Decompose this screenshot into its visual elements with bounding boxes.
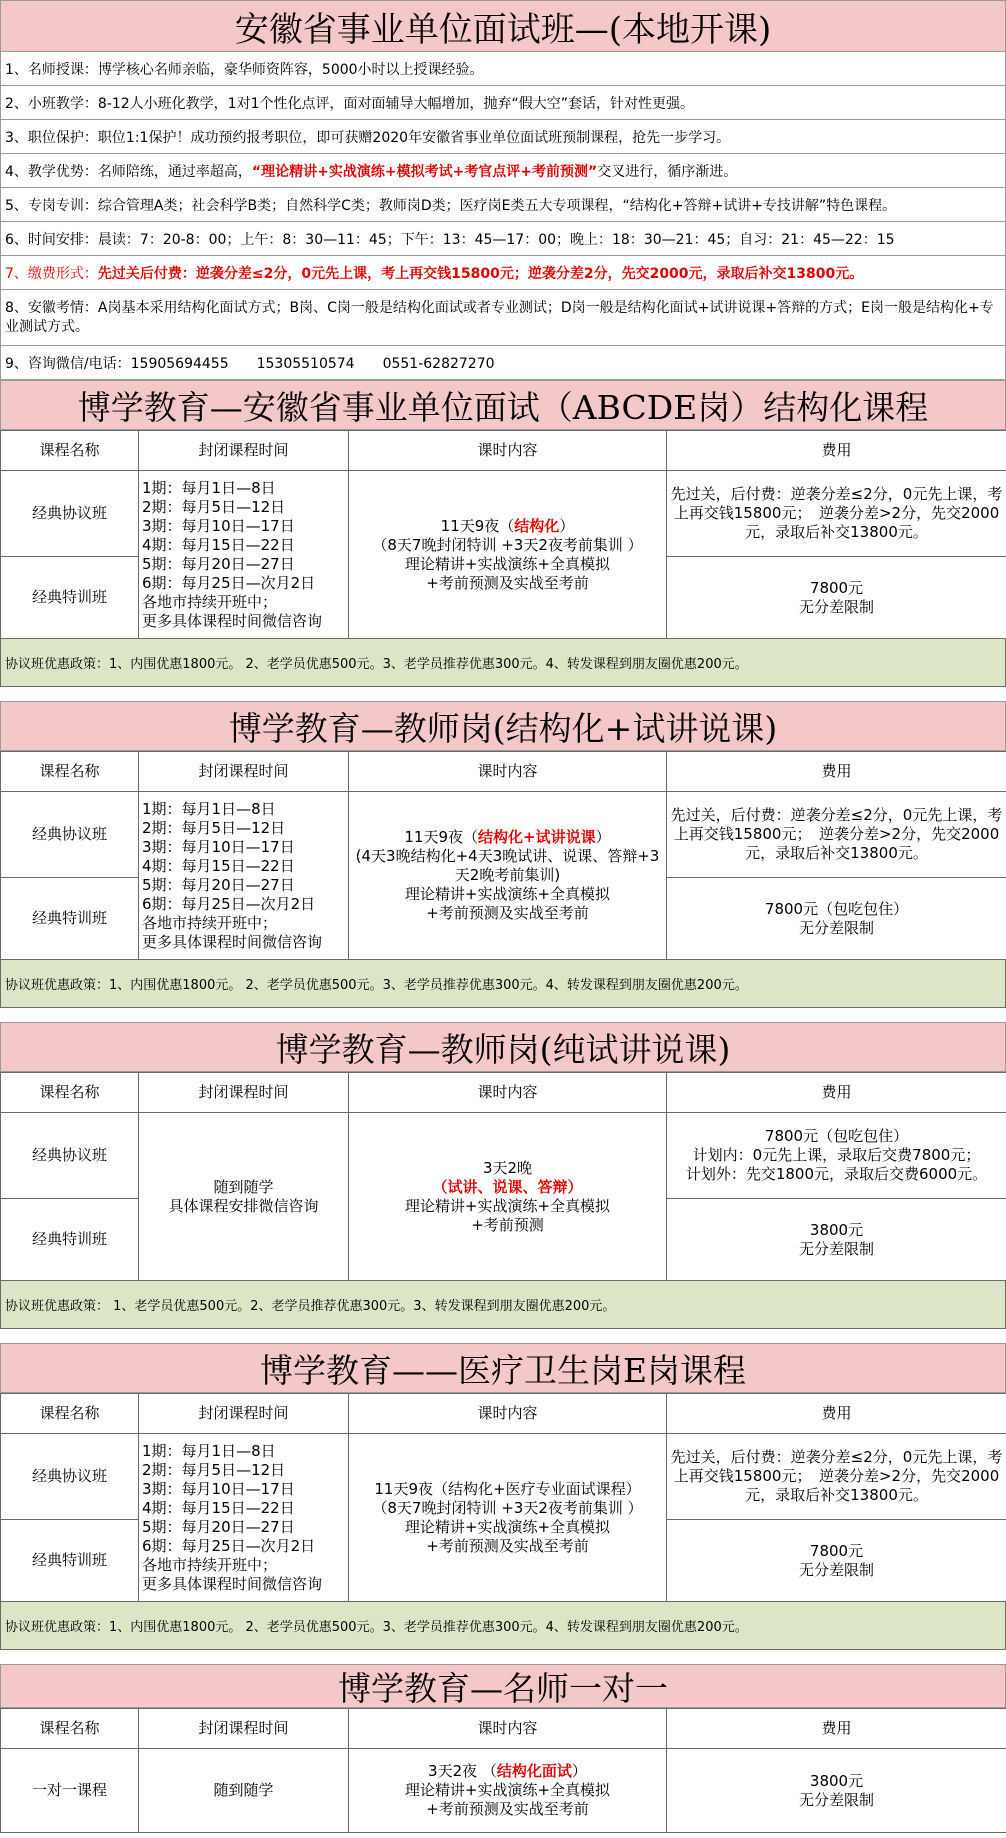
content-cell — [349, 471, 667, 639]
content-prefix: 11天9夜（ — [404, 828, 479, 846]
schedule-cell — [139, 1113, 349, 1281]
fee-special — [667, 1199, 1006, 1281]
sec1-policy: 协议班优惠政策：1、内围优惠1800元。 2、老学员优惠500元。3、老学员推荐优惠300元。4、转发课程到朋友圈优惠200元。 — [0, 639, 1006, 687]
schedule-line: 5期：每月20日—27日 — [142, 875, 295, 894]
schedule-line: 5期：每月20日—27日 — [142, 1517, 295, 1536]
header-fee: 费用 — [667, 1394, 1006, 1434]
fee-agreement: 先过关，后付费：逆袭分差≤2分，0元先上课，考上再交钱15800元； 逆袭分差>2分，先交2000元，录取后补交13800元。 — [667, 1434, 1006, 1520]
header-fee: 费用 — [667, 752, 1006, 792]
fee-note: 无分差限制 — [798, 1790, 874, 1809]
schedule-line: 更多具体课程时间微信咨询 — [142, 611, 323, 630]
schedule-line: 4期：每月15日—22日 — [142, 535, 295, 554]
info-schedule: 6、时间安排：晨读：7：20-8：00；上午：8：30—11：45；下午：13：45—17：00；晚上：18：30—21：45；自习：21：45—22：15 — [0, 222, 1006, 256]
schedule-line: 2期：每月5日—12日 — [142, 1460, 286, 1479]
content-highlight: （试讲、说课、答辩） — [432, 1177, 583, 1196]
fee-amount: 3800元 — [809, 1220, 864, 1239]
header-course-name: 课程名称 — [1, 1394, 139, 1434]
schedule-cell — [139, 792, 349, 960]
content-line — [352, 1762, 663, 1781]
header-schedule: 封闭课程时间 — [139, 1394, 349, 1434]
content-line: +考前预测及实战至考前 — [426, 1536, 589, 1555]
content-line: 理论精讲+实战演练+全真模拟 — [404, 1781, 611, 1799]
schedule-line: 1期：每月1日—8日 — [142, 478, 276, 497]
fee-line: 计划内：0元先上课，录取后交费7800元； — [692, 1146, 981, 1164]
fee-special — [667, 878, 1006, 960]
schedule-cell: 随到随学 — [139, 1749, 349, 1833]
fee-amount: 7800元 — [809, 1541, 864, 1560]
content-line: +考前预测及实战至考前 — [426, 904, 589, 922]
fee-one-on-one — [667, 1749, 1006, 1833]
info-exam: 8、安徽考情：A岗基本采用结构化面试方式；B岗、C岗一般是结构化面试或者专业测试；D岗一般是结构化面试+试讲说课+答辩的方式；E岗一般是结构化+专业测试方式。 — [0, 290, 1006, 346]
course-name-one-on-one: 一对一课程 — [1, 1749, 139, 1833]
fee-agreement — [667, 1113, 1006, 1199]
info-advantage — [0, 154, 1006, 188]
course-name-special: 经典特训班 — [1, 1520, 139, 1602]
header-course-name: 课程名称 — [1, 1073, 139, 1113]
header-course-name: 课程名称 — [1, 752, 139, 792]
schedule-line: 4期：每月15日—22日 — [142, 1498, 295, 1517]
info-special: 5、专岗专训：综合管理A类；社会科学B类；自然科学C类；教师岗D类；医疗岗E类五大专项课程，“结构化+答辩+试讲+专技讲解”特色课程。 — [0, 188, 1006, 222]
fee-note: 无分差限制 — [798, 1560, 874, 1579]
info-payment-label: 7、缴费形式： — [5, 265, 98, 282]
sec2-title: 博学教育—教师岗(结构化+试讲说课) — [0, 701, 1006, 751]
schedule-line: 各地市持续开班中； — [142, 1555, 278, 1574]
content-suffix: ） — [571, 1762, 587, 1780]
schedule-line: 随到随学 — [213, 1177, 274, 1196]
content-line: +考前预测及实战至考前 — [426, 1800, 589, 1818]
content-line: +考前预测 — [471, 1215, 544, 1234]
fee-note: 无分差限制 — [798, 597, 874, 616]
fee-special — [667, 557, 1006, 639]
info-advantage-tail: 交叉进行，循序渐进。 — [597, 163, 738, 180]
header-content: 课时内容 — [349, 431, 667, 471]
info-payment-detail: 先过关后付费：逆袭分差≤2分，0元先上课，考上再交钱15800元；逆袭分差2分，先交2000元，录取后补交13800元。 — [97, 265, 864, 282]
header-content: 课时内容 — [349, 1073, 667, 1113]
sec3-policy: 协议班优惠政策： 1、老学员优惠500元。2、老学员推荐优惠300元。3、转发课程到朋友圈优惠200元。 — [0, 1281, 1006, 1329]
sec4-policy: 协议班优惠政策：1、内围优惠1800元。 2、老学员优惠500元。3、老学员推荐优惠300元。4、转发课程到朋友圈优惠200元。 — [0, 1602, 1006, 1650]
sec2-table — [0, 751, 1006, 960]
content-line — [352, 517, 663, 536]
header-course-name: 课程名称 — [1, 431, 139, 471]
info-contact: 9、咨询微信/电话：15905694455 15305510574 0551-62827270 — [0, 346, 1006, 380]
info-payment — [0, 256, 1006, 290]
content-line: 理论精讲+实战演练+全真模拟 — [404, 885, 611, 903]
schedule-line: 3期：每月10日—17日 — [142, 516, 295, 535]
header-course-name: 课程名称 — [1, 1709, 139, 1749]
header-schedule: 封闭课程时间 — [139, 752, 349, 792]
fee-amount: 7800元 — [809, 578, 864, 597]
content-prefix: 3天2夜 （ — [428, 1762, 497, 1780]
schedule-line: 更多具体课程时间微信咨询 — [142, 932, 323, 951]
course-name-agreement: 经典协议班 — [1, 1434, 139, 1520]
fee-special — [667, 1520, 1006, 1602]
schedule-line: 更多具体课程时间微信咨询 — [142, 1574, 323, 1593]
content-line — [352, 828, 663, 847]
schedule-line: 3期：每月10日—17日 — [142, 837, 295, 856]
sec1-table — [0, 430, 1006, 639]
header-schedule: 封闭课程时间 — [139, 1073, 349, 1113]
course-name-special: 经典特训班 — [1, 878, 139, 960]
info-position-protect: 3、职位保护：职位1:1保护！成功预约报考职位，即可获赠2020年安徽省事业单位面试班预制课程，抢先一步学习。 — [0, 120, 1006, 154]
fee-line: 7800元（包吃包住） — [764, 1127, 909, 1145]
schedule-line: 2期：每月5日—12日 — [142, 818, 286, 837]
course-name-agreement: 经典协议班 — [1, 792, 139, 878]
fee-agreement: 先过关，后付费：逆袭分差≤2分，0元先上课，考上再交钱15800元； 逆袭分差>2分，先交2000元，录取后补交13800元。 — [667, 471, 1006, 557]
course-name-agreement: 经典协议班 — [1, 1113, 139, 1199]
content-line: 理论精讲+实战演练+全真模拟 — [404, 1196, 611, 1215]
content-suffix: ） — [559, 516, 575, 535]
fee-amount: 7800元（包吃包住） — [764, 899, 909, 918]
schedule-line: 6期：每月25日—次月2日 — [142, 894, 316, 913]
content-highlight: 结构化面试 — [496, 1762, 572, 1780]
course-name-agreement: 经典协议班 — [1, 471, 139, 557]
content-line: 理论精讲+实战演练+全真模拟 — [404, 1517, 611, 1536]
content-line: +考前预测及实战至考前 — [426, 573, 589, 592]
schedule-line: 各地市持续开班中； — [142, 913, 278, 932]
schedule-line: 6期：每月25日—次月2日 — [142, 1536, 316, 1555]
course-name-special: 经典特训班 — [1, 557, 139, 639]
content-line: 理论精讲+实战演练+全真模拟 — [404, 554, 611, 573]
schedule-line: 3期：每月10日—17日 — [142, 1479, 295, 1498]
header-content: 课时内容 — [349, 752, 667, 792]
schedule-line: 2期：每月5日—12日 — [142, 497, 286, 516]
header-schedule: 封闭课程时间 — [139, 431, 349, 471]
content-line: 3天2晚 — [482, 1158, 533, 1177]
content-line: （8天7晚封闭特训 +3天2夜考前集训 ） — [372, 535, 643, 554]
schedule-cell — [139, 1434, 349, 1602]
sec3-table — [0, 1072, 1006, 1281]
content-cell — [349, 1113, 667, 1281]
sec4-title: 博学教育——医疗卫生岗E岗课程 — [0, 1343, 1006, 1393]
content-line: 11天9夜（结构化+医疗专业面试课程） — [374, 1479, 641, 1498]
sec5-title: 博学教育—名师一对一 — [0, 1664, 1006, 1708]
schedule-line: 4期：每月15日—22日 — [142, 856, 295, 875]
sec5-table — [0, 1708, 1006, 1833]
info-advantage-label: 4、教学优势：名师陪练，通过率超高， — [5, 163, 252, 180]
header-fee: 费用 — [667, 431, 1006, 471]
content-cell — [349, 792, 667, 960]
course-name-special: 经典特训班 — [1, 1199, 139, 1281]
fee-amount: 3800元 — [809, 1771, 864, 1790]
sec4-table — [0, 1393, 1006, 1602]
content-highlight: 结构化+试讲说课 — [478, 828, 596, 846]
content-prefix: 11天9夜（ — [440, 516, 515, 535]
schedule-line: 1期：每月1日—8日 — [142, 799, 276, 818]
info-teachers: 1、名师授课：博学核心名师亲临，豪华师资阵容，5000小时以上授课经验。 — [0, 52, 1006, 86]
header-content: 课时内容 — [349, 1394, 667, 1434]
schedule-cell — [139, 471, 349, 639]
header-fee: 费用 — [667, 1709, 1006, 1749]
info-small-class: 2、小班教学：8-12人小班化教学，1对1个性化点评，面对面辅导大幅增加，抛弃“假大空”套话，针对性更强。 — [0, 86, 1006, 120]
content-cell — [349, 1434, 667, 1602]
sec3-title: 博学教育—教师岗(纯试讲说课) — [0, 1022, 1006, 1072]
schedule-line: 各地市持续开班中； — [142, 592, 278, 611]
header-schedule: 封闭课程时间 — [139, 1709, 349, 1749]
sec2-policy: 协议班优惠政策：1、内围优惠1800元。 2、老学员优惠500元。3、老学员推荐优惠300元。4、转发课程到朋友圈优惠200元。 — [0, 960, 1006, 1008]
content-line: (4天3晚结构化+4天3晚试讲、说课、答辩+3天2晚考前集训) — [355, 847, 660, 884]
info-advantage-highlight: “理论精讲+实战演练+模拟考试+考官点评+考前预测” — [251, 163, 598, 180]
fee-agreement: 先过关，后付费：逆袭分差≤2分，0元先上课，考上再交钱15800元； 逆袭分差>2分，先交2000元，录取后补交13800元。 — [667, 792, 1006, 878]
content-suffix: ） — [595, 828, 611, 846]
main-title: 安徽省事业单位面试班—(本地开课) — [0, 0, 1006, 52]
header-fee: 费用 — [667, 1073, 1006, 1113]
fee-note: 无分差限制 — [798, 918, 874, 937]
content-line: （8天7晚封闭特训 +3天2夜考前集训 ） — [372, 1498, 643, 1517]
content-cell — [349, 1749, 667, 1833]
content-highlight: 结构化 — [514, 516, 560, 535]
schedule-line: 5期：每月20日—27日 — [142, 554, 295, 573]
fee-line: 计划外：先交1800元，录取后交费6000元。 — [685, 1165, 988, 1183]
schedule-line: 6期：每月25日—次月2日 — [142, 573, 316, 592]
header-content: 课时内容 — [349, 1709, 667, 1749]
schedule-line: 1期：每月1日—8日 — [142, 1441, 276, 1460]
fee-note: 无分差限制 — [798, 1239, 874, 1258]
sec1-title: 博学教育—安徽省事业单位面试（ABCDE岗）结构化课程 — [0, 380, 1006, 430]
schedule-line: 具体课程安排微信咨询 — [168, 1196, 319, 1215]
